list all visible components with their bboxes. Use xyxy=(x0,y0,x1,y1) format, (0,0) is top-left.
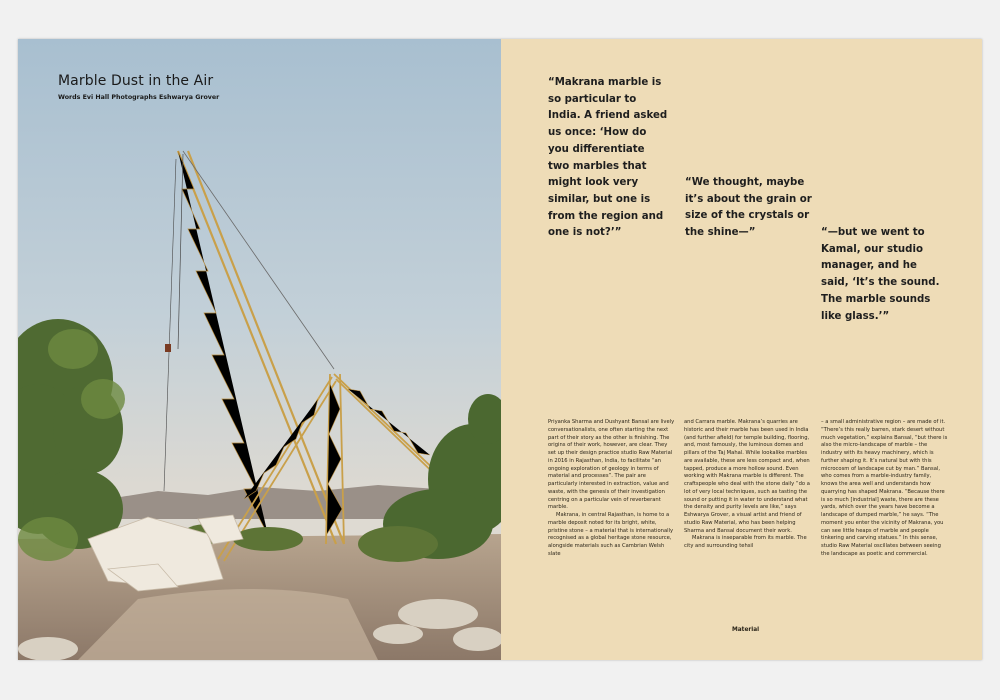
section-footer: Material xyxy=(732,627,760,633)
pull-quote: “We thought, maybe it’s about the grain or size of the crystals or the shine—” xyxy=(685,177,812,239)
pull-quote: “—but we went to Kamal, our studio manager, and he said, ‘It’s the sound. The marble sounds like glass.’” xyxy=(821,227,940,322)
article-credits: Words Evi Hall Photographs Eshwarya Grover xyxy=(58,94,220,101)
body-column xyxy=(821,419,949,559)
text-page xyxy=(501,39,982,660)
crane-photograph xyxy=(18,39,501,660)
body-paragraph: Makrana is inseparable from its marble. The city and surrounding tehsil xyxy=(684,535,807,549)
body-paragraph: Priyanka Sharma and Dushyant Bansal are lively conversationalists, one often starting the next part of their story as the other is finishing. The origins of their work, however, are clear. They set up their design practice studio Raw Material in 2016 in Rajasthan, India, to facilitate “an ongoing exploration of geology in terms of material and processes”. The pair are particularly interested in extraction, value and waste, with the genesis of their investigation centring on a particular vein of reverberant marble. xyxy=(548,419,675,511)
photo-page xyxy=(18,39,501,660)
body-paragraph: Makrana, in central Rajasthan, is home to a marble deposit noted for its bright, white, pristine stone – a material that is internationally recognised as a global heritage stone resource, alongside materials such as Cambrian Welsh slate xyxy=(548,512,674,557)
pull-quote: “Makrana marble is so particular to India. A friend asked us once: ‘How do you differentiate two marbles that might look very similar, but one is from the region and one is not?’” xyxy=(548,77,668,239)
body-column xyxy=(548,419,676,559)
magazine-spread xyxy=(18,39,982,660)
body-paragraph: – a small administrative region – are made of it. “There’s this really barren, stark desert without much vegetation,” explains Bansal, “but there is also the micro-landscape of marble – the industry with its heavy machinery, which is further shaping it. It’s natural but with this microcosm of landscape cut by man.” Bansal, who comes from a marble-industry family, knows the area well and understands how quarrying has shaped Makrana. “Because there is so much [industrial] waste, there are these yards, which over the years have become a landscape of dumped marble,” he says. “The moment you enter the vicinity of Makrana, you can see little heaps of marble and people tinkering and carving statues.” In this sense, studio Raw Material oscillates between seeing the landscape as poetic and commercial. xyxy=(821,419,948,557)
body-column xyxy=(684,419,812,551)
article-title: Marble Dust in the Air xyxy=(58,73,214,89)
body-paragraph: and Carrara marble. Makrana’s quarries are historic and their marble has been used in India (and further afield) for temple building, flooring, and, most famously, the luminous domes and pillars of the Taj Mahal. While lookalike marbles are available, these are less compact and, when tapped, produce a more hollow sound. Even working with Makrana marble is different. The craftspeople who deal with the stone daily “do a lot of very local techniques, such as tasting the sound or putting it in water to understand what the density and purity levels are like,” says Eshwarya Grover, a visual artist and friend of studio Raw Material, who has been helping Sharma and Bansal document their work. xyxy=(684,419,810,534)
